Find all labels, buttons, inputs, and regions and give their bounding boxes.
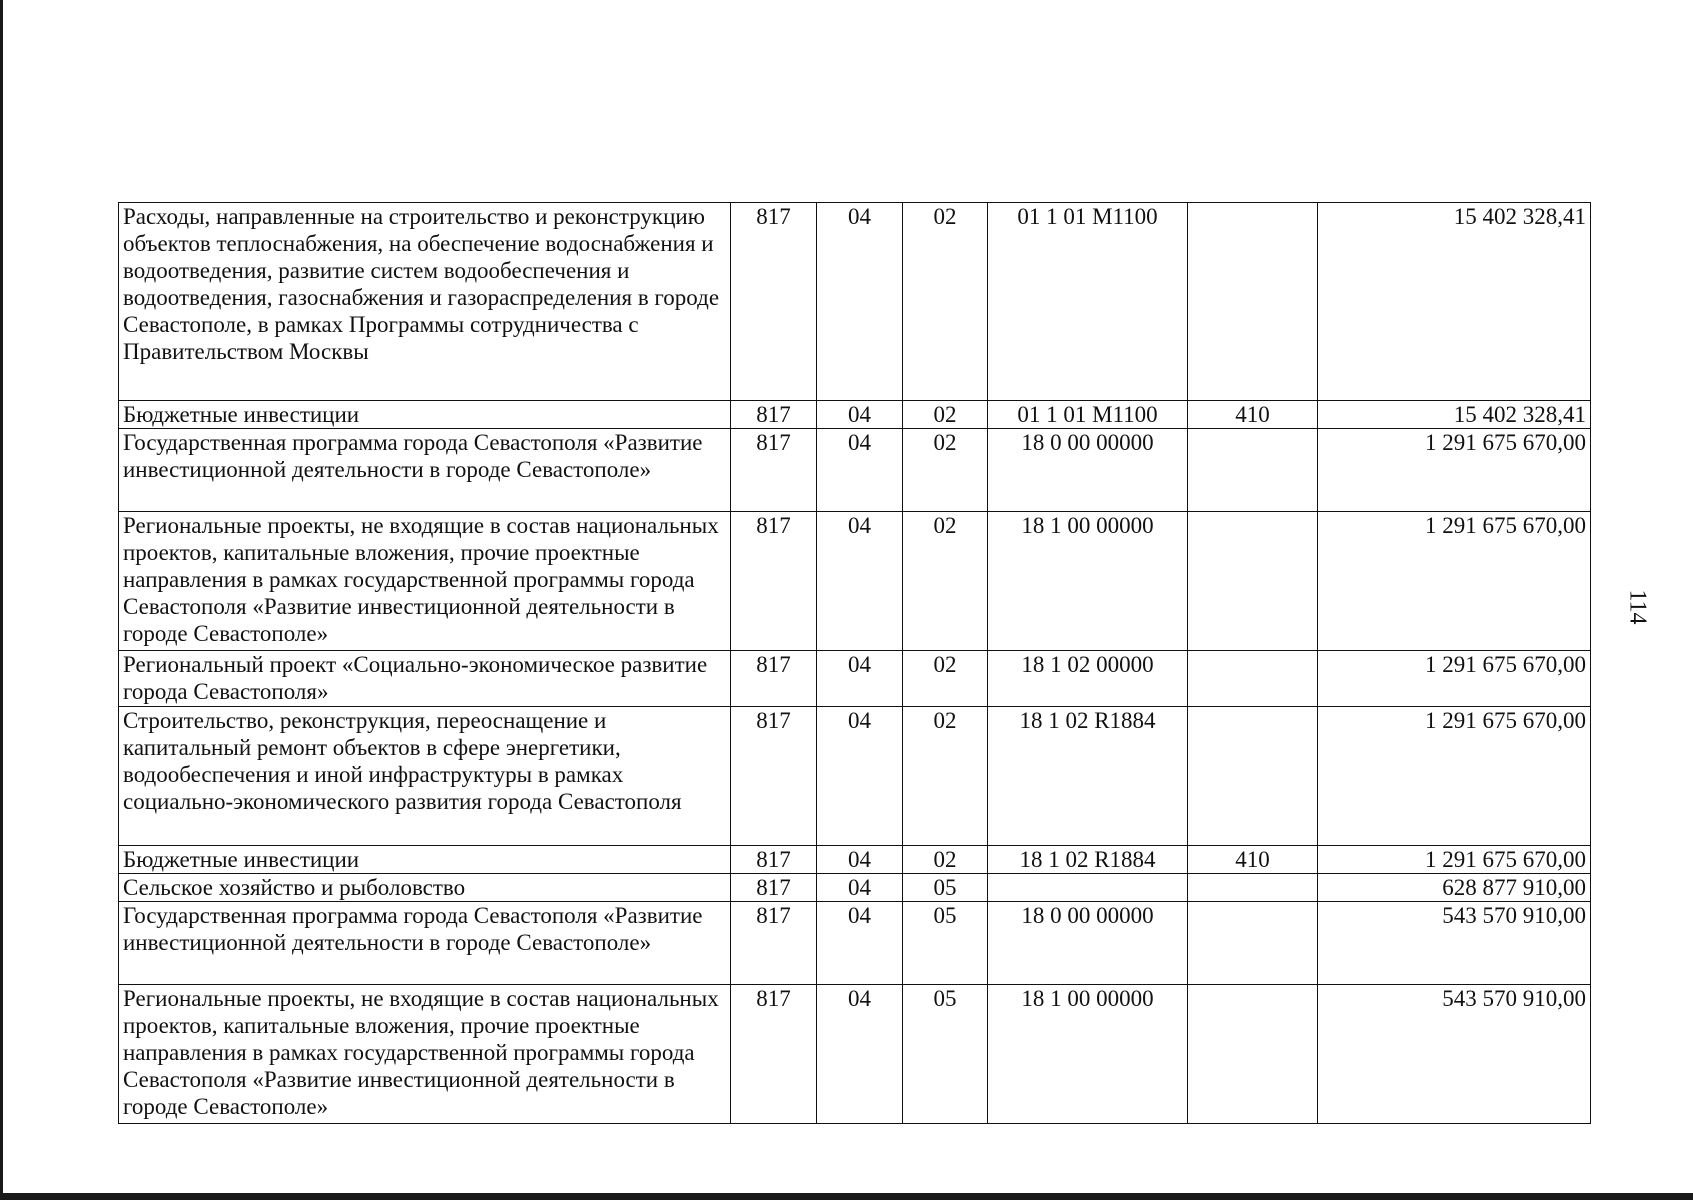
row-pr: 02 bbox=[903, 401, 988, 429]
row-vr: 410 bbox=[1188, 846, 1318, 874]
row-rz: 04 bbox=[817, 651, 903, 707]
row-name: Бюджетные инвестиции bbox=[119, 401, 731, 429]
table-row bbox=[119, 985, 1591, 1124]
row-vr bbox=[1188, 874, 1318, 902]
row-csr: 18 1 02 R1884 bbox=[988, 707, 1188, 846]
row-vr bbox=[1188, 707, 1318, 846]
row-pr: 05 bbox=[903, 985, 988, 1124]
row-grbs: 817 bbox=[731, 429, 817, 512]
row-grbs: 817 bbox=[731, 651, 817, 707]
row-sum: 1 291 675 670,00 bbox=[1318, 846, 1591, 874]
row-pr: 02 bbox=[903, 429, 988, 512]
row-rz: 04 bbox=[817, 874, 903, 902]
row-rz: 04 bbox=[817, 401, 903, 429]
scan-edge-bottom bbox=[0, 1193, 1693, 1200]
row-rz: 04 bbox=[817, 707, 903, 846]
row-grbs: 817 bbox=[731, 512, 817, 651]
row-sum: 1 291 675 670,00 bbox=[1318, 512, 1591, 651]
row-csr: 18 1 00 00000 bbox=[988, 512, 1188, 651]
row-name: Региональный проект «Социально-экономическое развитие города Севастополя» bbox=[119, 651, 731, 707]
table-row bbox=[119, 512, 1591, 651]
row-sum: 543 570 910,00 bbox=[1318, 902, 1591, 985]
scan-edge-left bbox=[0, 0, 3, 1200]
row-rz: 04 bbox=[817, 512, 903, 651]
table-row bbox=[119, 707, 1591, 846]
row-csr bbox=[988, 874, 1188, 902]
row-pr: 02 bbox=[903, 203, 988, 401]
row-sum: 543 570 910,00 bbox=[1318, 985, 1591, 1124]
row-csr: 18 1 02 00000 bbox=[988, 651, 1188, 707]
table-row bbox=[119, 902, 1591, 985]
row-vr bbox=[1188, 902, 1318, 985]
row-grbs: 817 bbox=[731, 874, 817, 902]
row-grbs: 817 bbox=[731, 707, 817, 846]
row-vr: 410 bbox=[1188, 401, 1318, 429]
row-sum: 15 402 328,41 bbox=[1318, 203, 1591, 401]
row-csr: 01 1 01 M1100 bbox=[988, 401, 1188, 429]
row-vr bbox=[1188, 429, 1318, 512]
row-sum: 1 291 675 670,00 bbox=[1318, 651, 1591, 707]
row-pr: 02 bbox=[903, 512, 988, 651]
budget-table-body bbox=[119, 203, 1591, 1124]
row-grbs: 817 bbox=[731, 401, 817, 429]
row-vr bbox=[1188, 985, 1318, 1124]
row-pr: 05 bbox=[903, 902, 988, 985]
row-rz: 04 bbox=[817, 429, 903, 512]
row-grbs: 817 bbox=[731, 902, 817, 985]
row-name: Региональные проекты, не входящие в состав национальных проектов, капитальные вложения, прочие проектные направления в рамках государственной программы города Севастополя «Развитие инвестиционной деятельности в городе Севастополе» bbox=[119, 985, 731, 1124]
row-csr: 01 1 01 M1100 bbox=[988, 203, 1188, 401]
row-name: Сельское хозяйство и рыболовство bbox=[119, 874, 731, 902]
row-grbs: 817 bbox=[731, 985, 817, 1124]
row-rz: 04 bbox=[817, 902, 903, 985]
table-row bbox=[119, 401, 1591, 429]
row-name: Государственная программа города Севастополя «Развитие инвестиционной деятельности в городе Севастополе» bbox=[119, 429, 731, 512]
row-csr: 18 0 00 00000 bbox=[988, 902, 1188, 985]
table-row bbox=[119, 429, 1591, 512]
row-sum: 15 402 328,41 bbox=[1318, 401, 1591, 429]
table-row bbox=[119, 203, 1591, 401]
row-pr: 02 bbox=[903, 651, 988, 707]
row-vr bbox=[1188, 651, 1318, 707]
row-name: Строительство, реконструкция, переоснащение и капитальный ремонт объектов в сфере энергетики, водообеспечения и иной инфраструктуры в рамках социально-экономического развития города Севастополя bbox=[119, 707, 731, 846]
row-vr bbox=[1188, 203, 1318, 401]
row-pr: 02 bbox=[903, 707, 988, 846]
row-pr: 05 bbox=[903, 874, 988, 902]
row-vr bbox=[1188, 512, 1318, 651]
row-rz: 04 bbox=[817, 846, 903, 874]
budget-table bbox=[118, 202, 1591, 1124]
row-sum: 1 291 675 670,00 bbox=[1318, 707, 1591, 846]
row-sum: 628 877 910,00 bbox=[1318, 874, 1591, 902]
row-csr: 18 1 00 00000 bbox=[988, 985, 1188, 1124]
page-number: 114 bbox=[1624, 589, 1651, 625]
row-rz: 04 bbox=[817, 985, 903, 1124]
row-pr: 02 bbox=[903, 846, 988, 874]
row-csr: 18 0 00 00000 bbox=[988, 429, 1188, 512]
row-name: Государственная программа города Севастополя «Развитие инвестиционной деятельности в городе Севастополе» bbox=[119, 902, 731, 985]
row-sum: 1 291 675 670,00 bbox=[1318, 429, 1591, 512]
row-grbs: 817 bbox=[731, 846, 817, 874]
table-row bbox=[119, 846, 1591, 874]
row-rz: 04 bbox=[817, 203, 903, 401]
row-name: Расходы, направленные на строительство и реконструкцию объектов теплоснабжения, на обеспечение водоснабжения и водоотведения, развитие систем водообеспечения и водоотведения, газоснабжения и газораспределения в городе Севастополе, в рамках Программы сотрудничества с Правительством Москвы bbox=[119, 203, 731, 401]
row-name: Региональные проекты, не входящие в состав национальных проектов, капитальные вложения, прочие проектные направления в рамках государственной программы города Севастополя «Развитие инвестиционной деятельности в городе Севастополе» bbox=[119, 512, 731, 651]
table-row bbox=[119, 874, 1591, 902]
row-csr: 18 1 02 R1884 bbox=[988, 846, 1188, 874]
row-name: Бюджетные инвестиции bbox=[119, 846, 731, 874]
table-row bbox=[119, 651, 1591, 707]
row-grbs: 817 bbox=[731, 203, 817, 401]
